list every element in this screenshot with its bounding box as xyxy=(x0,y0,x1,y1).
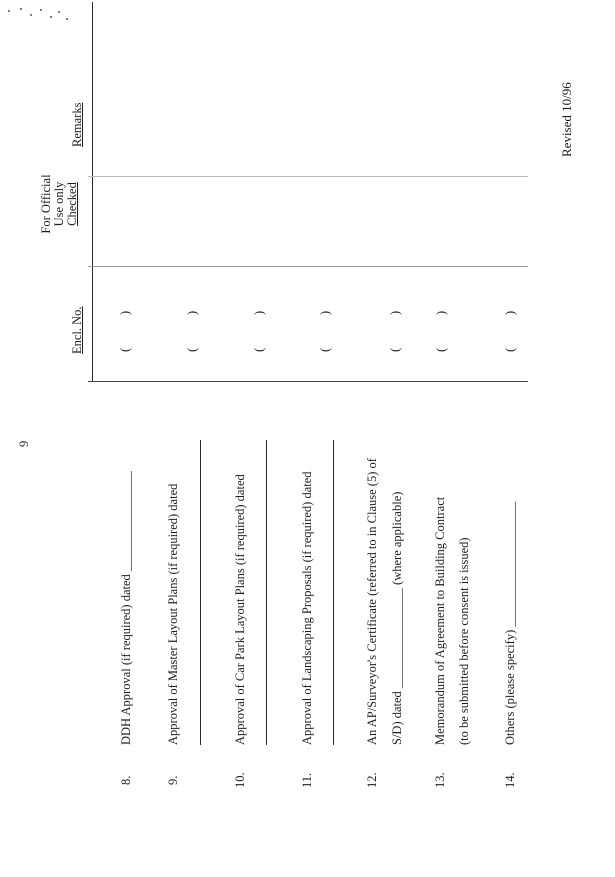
item-14-text: Others (please specify) ____________________ xyxy=(503,501,517,745)
official-use-line-1: For Official xyxy=(39,174,53,234)
official-use-header xyxy=(40,159,79,249)
official-use-line-2: Use only xyxy=(52,181,66,227)
item-11-blank-line xyxy=(333,440,334,745)
revision-note: Revised 10/96 xyxy=(559,82,574,157)
encl-no-header: Encl. No. xyxy=(70,306,84,354)
page-number: 9 xyxy=(17,440,31,447)
item-8-number: 8. xyxy=(119,775,133,785)
item-12-text-line-2: S/D) dated ________________ (where applicable) xyxy=(390,491,404,745)
column-divider-2 xyxy=(88,266,528,267)
item-12-number: 12. xyxy=(365,772,379,788)
item-9-encl-parens: ( ) xyxy=(184,310,199,352)
item-14-encl-parens: ( ) xyxy=(502,310,517,352)
item-9-text: Approval of Master Layout Plans (if required) dated xyxy=(166,483,180,745)
item-8-encl-parens: ( ) xyxy=(117,310,132,352)
item-11-encl-parens: ( ) xyxy=(317,310,332,352)
item-10-number: 10. xyxy=(233,772,247,788)
item-13-number: 13. xyxy=(433,772,447,788)
item-14-number: 14. xyxy=(503,772,517,788)
remarks-header: Remarks xyxy=(70,102,84,147)
item-12-text-line-1: An AP/Surveyor's Certificate (referred to in Clause (5) of xyxy=(365,458,379,745)
item-8-text: DDH Approval (if required) dated ________________ xyxy=(119,471,133,745)
item-9-blank-line xyxy=(200,440,201,745)
item-10-blank-line xyxy=(266,440,267,745)
item-10-encl-parens: ( ) xyxy=(251,310,266,352)
item-10-text: Approval of Car Park Layout Plans (if required) dated xyxy=(233,474,247,745)
item-9-number: 9. xyxy=(166,775,180,785)
item-13-text-line-1: Memorandum of Agreement to Building Contract xyxy=(433,496,447,745)
item-12-encl-parens: ( ) xyxy=(387,310,402,352)
column-divider-1 xyxy=(88,381,528,382)
item-11-text: Approval of Landscaping Proposals (if required) dated xyxy=(300,471,314,745)
official-use-line-3: Checked xyxy=(65,182,79,226)
item-13-encl-parens: ( ) xyxy=(433,310,448,352)
column-divider-3 xyxy=(88,176,528,177)
item-13-text-line-2: (to be submitted before consent is issued) xyxy=(457,537,471,745)
header-rule xyxy=(92,2,93,382)
item-11-number: 11. xyxy=(300,772,314,788)
